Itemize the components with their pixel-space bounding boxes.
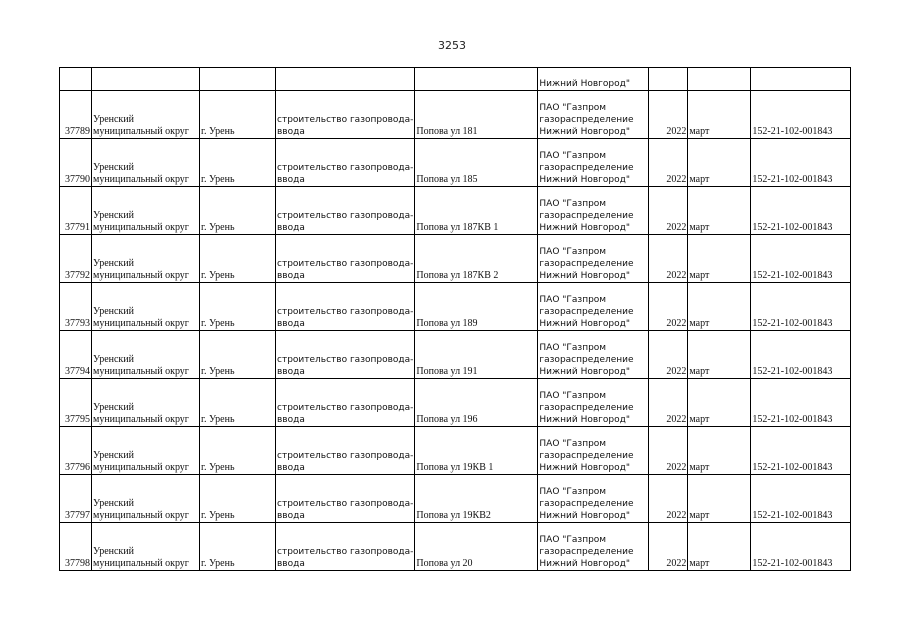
org-line-3: Нижний Новгород" [539, 511, 630, 521]
city-name: г. Урень [201, 462, 235, 473]
district-line-2: муниципальный округ [93, 462, 189, 473]
row-id: 37789 [65, 126, 90, 137]
cell-district [92, 91, 200, 139]
org-line-2: газораспределение [539, 211, 634, 221]
cell-district [92, 427, 200, 475]
cell-code [751, 68, 851, 91]
city-name: г. Урень [201, 270, 235, 281]
city-name: г. Урень [201, 414, 235, 425]
cell-work [276, 139, 415, 187]
month-text: март [689, 270, 710, 281]
district-line-2: муниципальный округ [93, 126, 189, 137]
work-line-1: строительство газопровода- [277, 115, 414, 125]
table-row-continued [60, 68, 851, 91]
cell-work [276, 235, 415, 283]
address-text: Попова ул 196 [416, 414, 478, 425]
cell-code [751, 187, 851, 235]
district-line-2: муниципальный округ [93, 366, 189, 377]
cell-district [92, 283, 200, 331]
cell-month [688, 68, 751, 91]
month-text: март [689, 222, 710, 233]
district-line-2: муниципальный округ [93, 270, 189, 281]
org-line-2: газораспределение [539, 451, 634, 461]
district-line-2: муниципальный округ [93, 222, 189, 233]
cell-month [688, 235, 751, 283]
code-text: 152-21-102-001843 [752, 270, 833, 281]
cell-month [688, 139, 751, 187]
work-line-2: ввода [277, 175, 305, 185]
work-line-2: ввода [277, 271, 305, 281]
cell-year [649, 139, 688, 187]
table-row [60, 427, 851, 475]
cell-district [92, 379, 200, 427]
cell-work [276, 187, 415, 235]
work-line-2: ввода [277, 367, 305, 377]
cell-month [688, 427, 751, 475]
cell-address [415, 91, 538, 139]
code-text: 152-21-102-001843 [752, 558, 833, 569]
cell-city [200, 68, 276, 91]
org-line: Нижний Новгород" [539, 79, 630, 89]
address-text: Попова ул 181 [416, 126, 478, 137]
org-line-1: ПАО "Газпром [539, 247, 607, 257]
district-line-2: муниципальный округ [93, 558, 189, 569]
cell-month [688, 331, 751, 379]
cell-code [751, 427, 851, 475]
org-line-1: ПАО "Газпром [539, 343, 607, 353]
cell-id [60, 379, 92, 427]
cell-address [415, 187, 538, 235]
work-line-1: строительство газопровода- [277, 451, 414, 461]
cell-id [60, 331, 92, 379]
org-line-3: Нижний Новгород" [539, 319, 630, 329]
cell-organization [538, 379, 649, 427]
district-line-1: Уренский [93, 306, 134, 317]
org-line-2: газораспределение [539, 403, 634, 413]
cell-work [276, 283, 415, 331]
org-line-3: Нижний Новгород" [539, 271, 630, 281]
year-text: 2022 [666, 558, 687, 569]
code-text: 152-21-102-001843 [752, 126, 833, 137]
cell-code [751, 91, 851, 139]
year-text: 2022 [666, 366, 687, 377]
cell-city [200, 187, 276, 235]
row-id: 37796 [65, 462, 90, 473]
cell-work [276, 427, 415, 475]
code-text: 152-21-102-001843 [752, 510, 833, 521]
cell-organization [538, 91, 649, 139]
work-line-2: ввода [277, 463, 305, 473]
work-line-2: ввода [277, 559, 305, 569]
work-line-1: строительство газопровода- [277, 499, 414, 509]
org-line-2: газораспределение [539, 307, 634, 317]
cell-organization [538, 283, 649, 331]
work-line-1: строительство газопровода- [277, 403, 414, 413]
district-line-2: муниципальный округ [93, 318, 189, 329]
org-line-1: ПАО "Газпром [539, 151, 607, 161]
cell-district [92, 475, 200, 523]
cell-address [415, 475, 538, 523]
cell-month [688, 475, 751, 523]
page-number: 3253 [438, 39, 466, 52]
district-line-1: Уренский [93, 114, 134, 125]
cell-year [649, 91, 688, 139]
cell-code [751, 379, 851, 427]
org-line-3: Нижний Новгород" [539, 223, 630, 233]
code-text: 152-21-102-001843 [752, 366, 833, 377]
year-text: 2022 [666, 510, 687, 521]
cell-organization [538, 523, 649, 571]
year-text: 2022 [666, 462, 687, 473]
cell-address [415, 427, 538, 475]
cell-address [415, 68, 538, 91]
cell-month [688, 379, 751, 427]
cell-id [60, 523, 92, 571]
code-text: 152-21-102-001843 [752, 318, 833, 329]
table-row [60, 379, 851, 427]
month-text: март [689, 366, 710, 377]
table-row [60, 283, 851, 331]
address-text: Попова ул 191 [416, 366, 478, 377]
code-text: 152-21-102-001843 [752, 462, 833, 473]
cell-city [200, 379, 276, 427]
org-line-3: Нижний Новгород" [539, 415, 630, 425]
cell-work [276, 68, 415, 91]
work-line-1: строительство газопровода- [277, 547, 414, 557]
month-text: март [689, 174, 710, 185]
year-text: 2022 [666, 174, 687, 185]
cell-code [751, 523, 851, 571]
work-line-2: ввода [277, 319, 305, 329]
district-line-1: Уренский [93, 402, 134, 413]
org-line-3: Нижний Новгород" [539, 559, 630, 569]
district-line-1: Уренский [93, 162, 134, 173]
cell-city [200, 235, 276, 283]
cell-id [60, 427, 92, 475]
year-text: 2022 [666, 270, 687, 281]
table-row [60, 523, 851, 571]
cell-code [751, 283, 851, 331]
cell-id [60, 187, 92, 235]
cell-city [200, 427, 276, 475]
district-line-1: Уренский [93, 450, 134, 461]
org-line-1: ПАО "Газпром [539, 103, 607, 113]
district-line-2: муниципальный округ [93, 414, 189, 425]
work-line-2: ввода [277, 511, 305, 521]
row-id: 37798 [65, 558, 90, 569]
cell-year [649, 427, 688, 475]
org-line-2: газораспределение [539, 547, 634, 557]
cell-city [200, 523, 276, 571]
row-id: 37797 [65, 510, 90, 521]
cell-address [415, 331, 538, 379]
cell-work [276, 475, 415, 523]
cell-address [415, 379, 538, 427]
cell-code [751, 235, 851, 283]
cell-district [92, 331, 200, 379]
month-text: март [689, 414, 710, 425]
work-line-1: строительство газопровода- [277, 259, 414, 269]
cell-city [200, 91, 276, 139]
table-row [60, 331, 851, 379]
year-text: 2022 [666, 222, 687, 233]
org-line-1: ПАО "Газпром [539, 199, 607, 209]
org-line-2: газораспределение [539, 163, 634, 173]
cell-year [649, 283, 688, 331]
address-text: Попова ул 20 [416, 558, 473, 569]
cell-district [92, 235, 200, 283]
cell-city [200, 475, 276, 523]
row-id: 37792 [65, 270, 90, 281]
district-line-1: Уренский [93, 354, 134, 365]
work-line-2: ввода [277, 223, 305, 233]
cell-month [688, 187, 751, 235]
work-line-1: строительство газопровода- [277, 355, 414, 365]
org-line-1: ПАО "Газпром [539, 295, 607, 305]
org-line-3: Нижний Новгород" [539, 127, 630, 137]
city-name: г. Урень [201, 174, 235, 185]
org-line-1: ПАО "Газпром [539, 391, 607, 401]
city-name: г. Урень [201, 558, 235, 569]
cell-code [751, 475, 851, 523]
cell-district [92, 187, 200, 235]
cell-code [751, 331, 851, 379]
cell-city [200, 283, 276, 331]
cell-work [276, 91, 415, 139]
org-line-1: ПАО "Газпром [539, 487, 607, 497]
code-text: 152-21-102-001843 [752, 414, 833, 425]
district-line-2: муниципальный округ [93, 510, 189, 521]
cell-year [649, 523, 688, 571]
month-text: март [689, 126, 710, 137]
year-text: 2022 [666, 318, 687, 329]
cell-organization [538, 475, 649, 523]
address-text: Попова ул 185 [416, 174, 478, 185]
work-line-1: строительство газопровода- [277, 163, 414, 173]
row-id: 37790 [65, 174, 90, 185]
cell-organization [538, 427, 649, 475]
cell-year [649, 379, 688, 427]
address-text: Попова ул 19КВ2 [416, 510, 491, 521]
cell-year [649, 331, 688, 379]
cell-id [60, 139, 92, 187]
org-line-2: газораспределение [539, 499, 634, 509]
cell-address [415, 235, 538, 283]
cell-organization [538, 235, 649, 283]
district-line-1: Уренский [93, 210, 134, 221]
month-text: март [689, 462, 710, 473]
table-row [60, 187, 851, 235]
table-row [60, 91, 851, 139]
org-line-1: ПАО "Газпром [539, 439, 607, 449]
row-id: 37791 [65, 222, 90, 233]
org-line-3: Нижний Новгород" [539, 463, 630, 473]
cell-id [60, 283, 92, 331]
org-line-3: Нижний Новгород" [539, 367, 630, 377]
cell-district [92, 68, 200, 91]
cell-city [200, 139, 276, 187]
cell-year [649, 68, 688, 91]
cell-work [276, 331, 415, 379]
cell-year [649, 187, 688, 235]
city-name: г. Урень [201, 222, 235, 233]
row-id: 37793 [65, 318, 90, 329]
city-name: г. Урень [201, 318, 235, 329]
cell-city [200, 331, 276, 379]
org-line-2: газораспределение [539, 259, 634, 269]
cell-month [688, 283, 751, 331]
cell-id [60, 91, 92, 139]
address-text: Попова ул 187КВ 2 [416, 270, 499, 281]
city-name: г. Урень [201, 510, 235, 521]
work-line-2: ввода [277, 127, 305, 137]
cell-address [415, 139, 538, 187]
cell-organization [538, 187, 649, 235]
year-text: 2022 [666, 414, 687, 425]
cell-district [92, 139, 200, 187]
district-line-1: Уренский [93, 546, 134, 557]
cell-month [688, 523, 751, 571]
address-text: Попова ул 189 [416, 318, 478, 329]
cell-district [92, 523, 200, 571]
address-text: Попова ул 187КВ 1 [416, 222, 499, 233]
table-row [60, 235, 851, 283]
district-line-1: Уренский [93, 258, 134, 269]
district-line-1: Уренский [93, 498, 134, 509]
org-line-1: ПАО "Газпром [539, 535, 607, 545]
cell-id [60, 475, 92, 523]
registry-table [59, 67, 851, 571]
work-line-1: строительство газопровода- [277, 211, 414, 221]
row-id: 37795 [65, 414, 90, 425]
code-text: 152-21-102-001843 [752, 222, 833, 233]
month-text: март [689, 510, 710, 521]
cell-organization [538, 68, 649, 91]
table-body [60, 68, 851, 571]
work-line-2: ввода [277, 415, 305, 425]
city-name: г. Урень [201, 366, 235, 377]
cell-code [751, 139, 851, 187]
row-id: 37794 [65, 366, 90, 377]
address-text: Попова ул 19КВ 1 [416, 462, 494, 473]
city-name: г. Урень [201, 126, 235, 137]
district-line-2: муниципальный округ [93, 174, 189, 185]
cell-month [688, 91, 751, 139]
org-line-2: газораспределение [539, 115, 634, 125]
cell-year [649, 235, 688, 283]
cell-address [415, 283, 538, 331]
code-text: 152-21-102-001843 [752, 174, 833, 185]
cell-work [276, 379, 415, 427]
cell-id [60, 68, 92, 91]
cell-id [60, 235, 92, 283]
cell-year [649, 475, 688, 523]
cell-work [276, 523, 415, 571]
month-text: март [689, 558, 710, 569]
table-row [60, 139, 851, 187]
cell-address [415, 523, 538, 571]
work-line-1: строительство газопровода- [277, 307, 414, 317]
month-text: март [689, 318, 710, 329]
org-line-2: газораспределение [539, 355, 634, 365]
cell-organization [538, 139, 649, 187]
year-text: 2022 [666, 126, 687, 137]
org-line-3: Нижний Новгород" [539, 175, 630, 185]
cell-organization [538, 331, 649, 379]
table-row [60, 475, 851, 523]
